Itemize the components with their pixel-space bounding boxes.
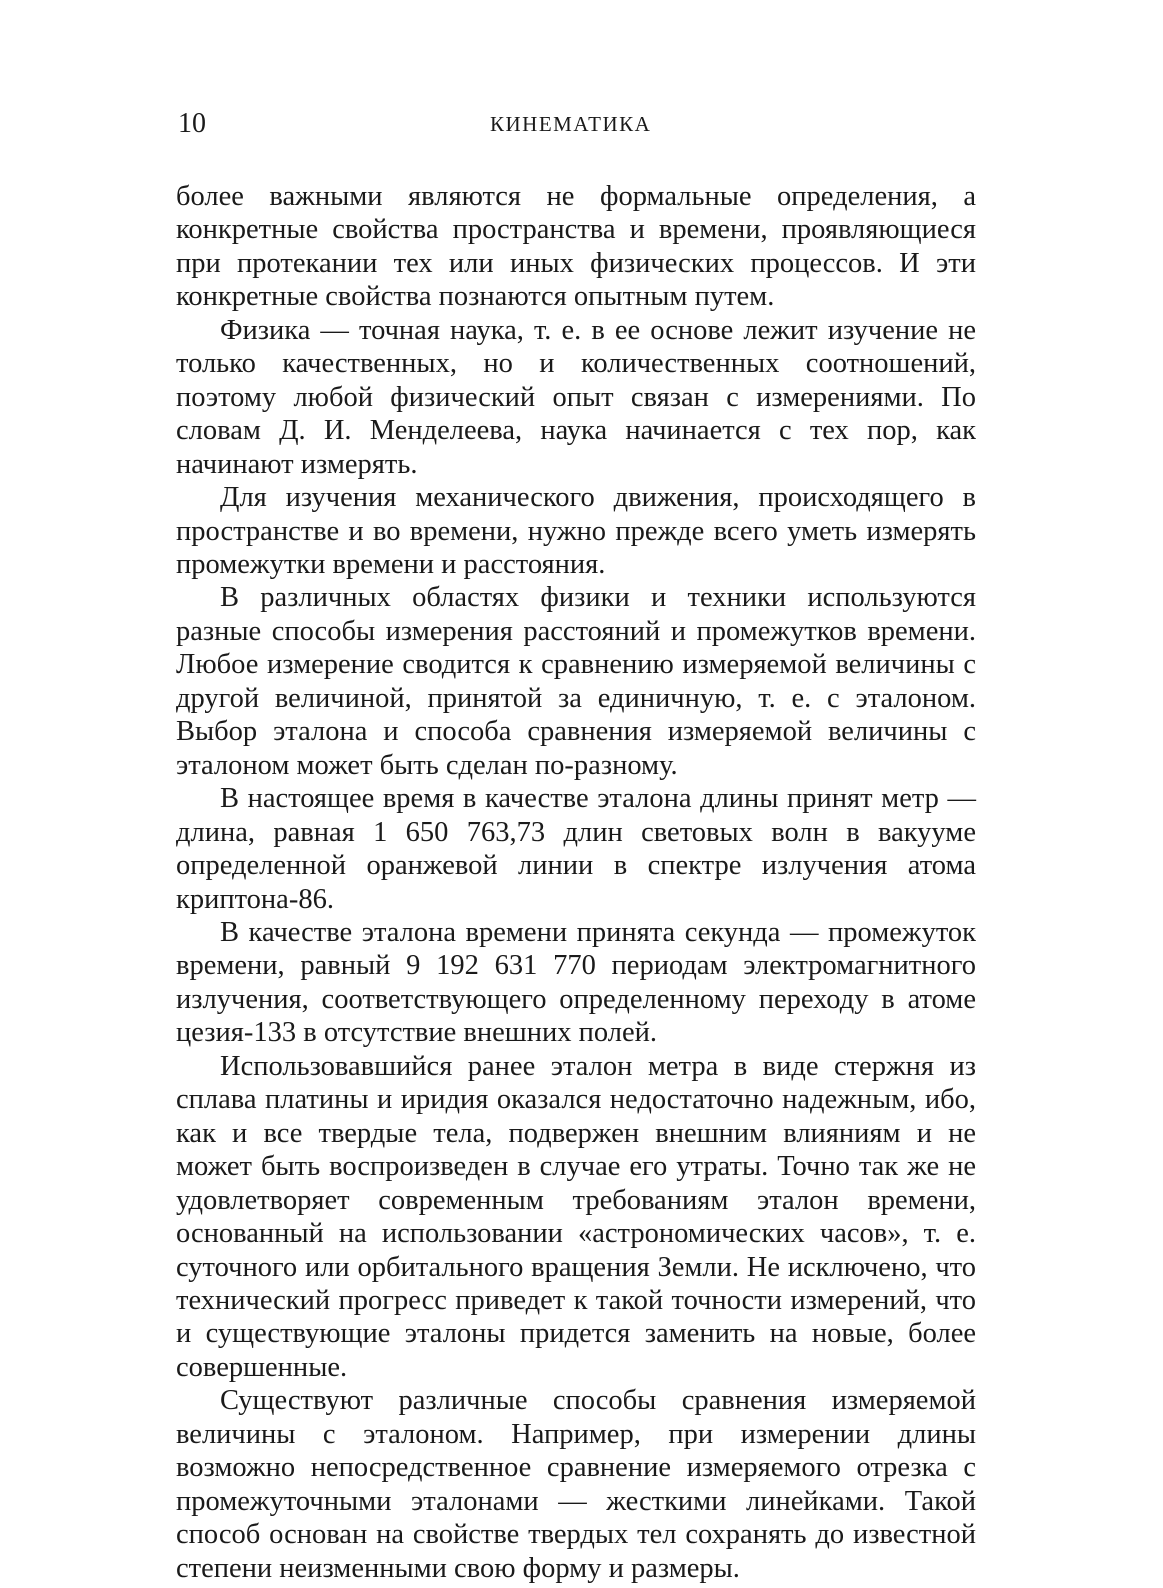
paragraph-7: Использовавшийся ранее эталон метра в виде стержня из сплава платины и иридия оказался недостаточно надежным, ибо, как и все твердые тела, подвержен внешним влияниям и не может быть воспроизведен в случае его утраты. Точно так же не удовлетворяет современным требованиям эталон времени, основанный на использовании «астрономических часов», т. е. суточного или орбитального вращения Земли. Не исключено, что технический прогресс приведет к такой точности измерений, что и существующие эталоны придется заменить на новые, более совершенные. [176,1050,976,1383]
paragraph-1: более важными являются не формальные определения, а конкретные свойства пространства и времени, проявляющиеся при протекании тех или иных физических процессов. И эти конкретные свойства познаются опытным путем. [176,181,976,313]
paragraph-3: Для изучения механического движения, происходящего в пространстве и во времени, нужно прежде всего уметь измерять промежутки времени и расстояния. [176,482,976,580]
paragraph-6: В качестве эталона времени принята секунда — промежуток времени, равный 9 192 631 770 периодам электромагнитного излучения, соответствующего определенному переходу в атоме цезия-133 в отсутствие внешних полей. [176,916,976,1049]
running-head: КИНЕМАТИКА [490,112,652,136]
paragraph-2: Физика — точная наука, т. е. в ее основе лежит изучение не только качественных, но и количественных соотношений, поэтому любой физический опыт связан с измерениями. По словам Д. И. Менделеева, наука начинается с тех пор, как начинают измерять. [176,314,976,480]
paragraph-5: В настоящее время в качестве эталона длины принят метр — длина, равная 1 650 763,73 длин световых волн в вакууме определенной оранжевой линии в спектре излучения атома криптона-86. [176,783,976,915]
body-text [176,180,976,1585]
page-header [178,104,978,144]
paragraph-8: Существуют различные способы сравнения измеряемой величины с эталоном. Например, при измерении длины возможно непосредственное сравнение измеряемого отрезка с промежуточными эталонами — жесткими линейками. Такой способ основан на свойстве твердых тел сохранять до известной степени неизменными свою форму и размеры. [176,1385,976,1584]
page-number: 10 [178,108,206,139]
paragraph-4: В различных областях физики и техники используются разные способы измерения расстояний и промежутков времени. Любое измерение сводится к сравнению измеряемой величины с другой величиной, принятой за единичную, т. е. с эталоном. Выбор эталона и способа сравнения измеряемой величины с эталоном может быть сделан по-разному. [176,582,976,781]
